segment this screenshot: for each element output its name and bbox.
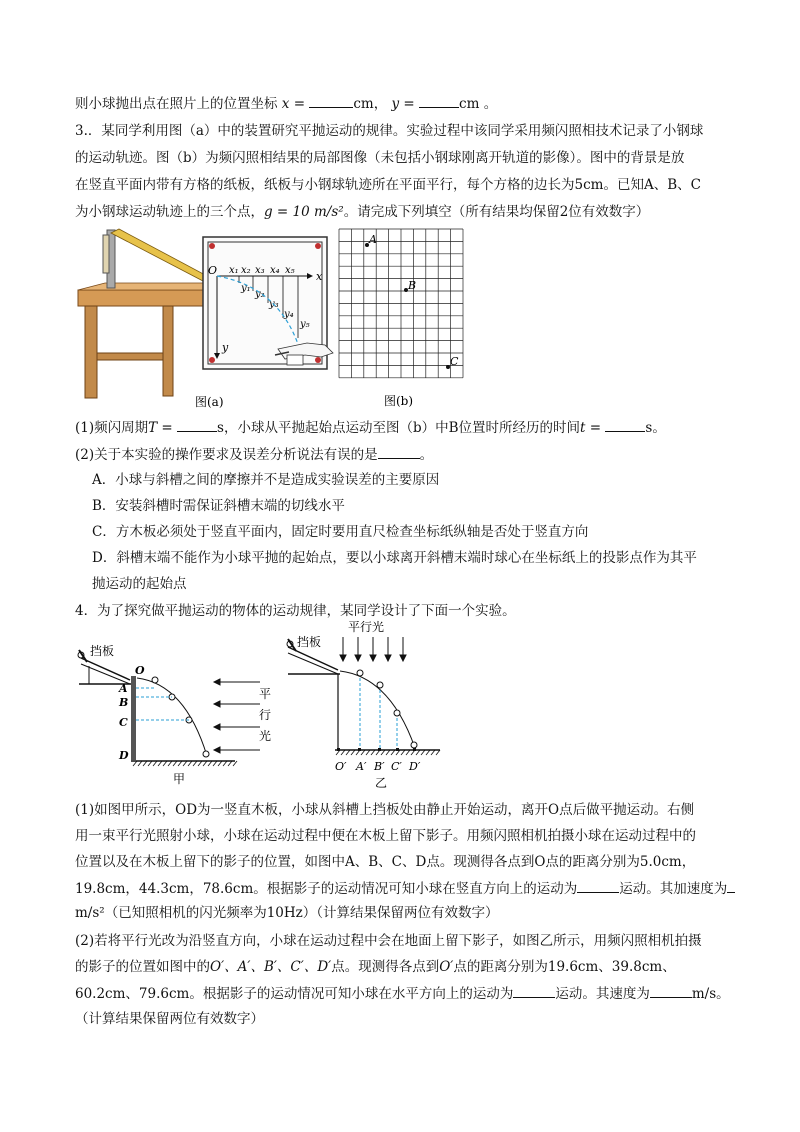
light-arrows [340, 637, 406, 661]
caption-yi: 乙 [375, 776, 388, 790]
text: m/s。 [691, 986, 730, 1002]
label-O: O [207, 264, 217, 277]
trajectory [137, 678, 207, 756]
label-baffle: 挡板 [90, 644, 115, 658]
point-O-prime: O′ [439, 959, 454, 975]
pin [209, 357, 215, 363]
label-C: C [119, 716, 128, 729]
text: (1)频闪周期 [75, 420, 149, 436]
q3-line2: 的运动轨迹。图（b）为频闪照相结果的局部图像（未包括小钢球刚离开轨道的影像）。图中的背景是放 [75, 150, 685, 166]
ball [152, 677, 158, 683]
label-x: x [316, 270, 323, 283]
label-parallel-light: 平行光 [348, 620, 385, 634]
label-y2: y₂ [255, 289, 265, 300]
table-leg-left [85, 306, 97, 398]
caption-jia: 甲 [173, 772, 186, 786]
option-D-line2: 抛运动的起始点 [92, 576, 187, 592]
text: 的影子的位置如图中的 [75, 959, 210, 975]
label-A: A [119, 682, 128, 695]
unit: cm 。 [459, 96, 498, 112]
gravity-value: g = 10 m/s² [264, 204, 344, 220]
ramp [111, 229, 209, 281]
label-light-1: 平 [259, 687, 272, 701]
q3-sub2 [75, 444, 735, 465]
figure-a [75, 225, 337, 411]
q3-line3: 在竖直平面内带有方格的纸板，纸板与小钢球轨迹所在平面平行，每个方格的边长为5cm。已知A、B、C [75, 177, 701, 193]
ball [377, 682, 383, 688]
label-B: B [408, 279, 417, 292]
eq: = [399, 96, 420, 112]
q4-line1: 4．为了探究做平抛运动的物体的运动规律，某同学设计了下面一个实验。 [75, 603, 516, 619]
pin [315, 243, 321, 249]
answer-line-coordinates [75, 93, 735, 114]
label-A: A [369, 233, 377, 246]
ball [411, 742, 417, 748]
label-B-prime: B′ [374, 760, 385, 773]
table-rail [97, 353, 163, 360]
label-x4: x₄ [270, 265, 280, 276]
blank-choice[interactable] [378, 444, 420, 459]
text: 。 [419, 447, 434, 463]
pencil-box [287, 355, 303, 365]
label-y5: y₅ [300, 319, 310, 330]
blank-motion-vertical[interactable] [577, 878, 619, 893]
q4-p1-line4 [75, 878, 735, 899]
caption-b: 图(b) [384, 394, 414, 408]
figure-jia [75, 622, 285, 787]
text: 19.8cm，44.3cm，78.6cm。根据影子的运动情况可知小球在竖直方向上的运动为 [75, 881, 578, 897]
label-x1: x₁ [229, 265, 239, 276]
text: 运动。其加速度为 [619, 881, 728, 897]
ramp-top [81, 658, 130, 680]
text: 60.2cm、79.6cm。根据影子的运动情况可知小球在水平方向上的运动为 [75, 986, 514, 1002]
blank-x[interactable] [309, 93, 353, 108]
ball [394, 710, 400, 716]
text: 为小钢球运动轨迹上的三个点， [75, 204, 264, 220]
q3-sub1: (1)频闪周期T = s，小球从平抛起始点运动至图（b）中B位置时所经历的时间t = s。 [75, 417, 735, 438]
ball [357, 670, 363, 676]
label-light-2: 行 [259, 708, 272, 722]
eq: = [289, 96, 310, 112]
label-y1: y₁ [241, 283, 251, 294]
text: 。请完成下列填空（所有结果均保留2位有效数字） [343, 204, 650, 220]
label-D: D [119, 749, 129, 762]
label-y4: y₄ [284, 309, 294, 320]
text: 运动。其速度为 [555, 986, 650, 1002]
figure-yi [280, 615, 450, 795]
var-T: T [148, 420, 158, 436]
blank-t[interactable] [605, 417, 645, 432]
points: O′、A′、B′、C′、D′ [210, 959, 332, 975]
vertical-board [131, 676, 136, 760]
label-A-prime: A′ [356, 760, 367, 773]
text: 点的距离分别为19.6cm、39.8cm、 [453, 959, 676, 975]
blank-acceleration[interactable] [727, 878, 735, 893]
q3-line1: 3.．某同学利用图（a）中的装置研究平抛运动的规律。实验过程中该同学采用频闪照相技术记录了小钢球 [75, 123, 704, 139]
table-leg-mid [163, 306, 173, 396]
caption-a: 图(a) [195, 395, 224, 409]
label-O-prime: O′ [335, 760, 347, 773]
label-B: B [119, 696, 129, 709]
var-y: y [391, 96, 400, 112]
q4-p1-line5 [75, 903, 735, 923]
blank-y[interactable] [419, 93, 459, 108]
text: 则小球抛出点在照片上的位置坐标 [75, 96, 278, 112]
label-C-prime: C′ [391, 760, 402, 773]
q4-p1-line3: 位置以及在木板上留下的影子的位置，如图中A、B、C、D点。现测得各点到O点的距离分别为5.0cm， [75, 854, 696, 870]
text: （已知照相机的闪光频率为10Hz）（计算结果保留两位有效数字） [104, 905, 499, 921]
label-y3: y₃ [269, 299, 279, 310]
grid [339, 229, 463, 378]
q4-p1-line1: (1)如图甲所示，OD为一竖直木板，小球从斜槽上挡板处由静止开始运动，离开O点后做平抛运动。右侧 [75, 802, 695, 818]
option-C: C．方木板必须处于竖直平面内，固定时要用直尺检查坐标纸纵轴是否处于竖直方向 [92, 524, 589, 540]
label-baffle: 挡板 [297, 635, 322, 649]
blank-motion-horizontal[interactable] [513, 983, 555, 998]
ramp-bottom [81, 664, 130, 684]
q4-p2-line2 [75, 957, 735, 977]
pin [209, 243, 215, 249]
unit: m/s² [75, 905, 105, 921]
q4-p2-line4: （计算结果保留两位有效数字） [75, 1011, 264, 1027]
q4-p2-line1: (2)若将平行光改为沿竖直方向，小球在运动过程中会在地面上留下影子，如图乙所示，用频闪照相机拍摄 [75, 933, 702, 949]
text: 点。现测得各点到 [331, 959, 440, 975]
label-D-prime: D′ [409, 760, 421, 773]
q4-p2-line3 [75, 983, 735, 1004]
text: s，小球从平抛起始点运动至图（b）中B位置时所经历的时间 [217, 420, 581, 436]
label-light-3: 光 [259, 729, 272, 743]
trajectory [340, 671, 415, 748]
ramp-bottom [288, 653, 338, 674]
var-x: x [281, 96, 290, 112]
label-y: y [222, 341, 229, 354]
option-D-line1: D．斜槽末端不能作为小球平抛的起始点，要以小球离开斜槽末端时球心在坐标纸上的投影点作为其平 [92, 550, 697, 566]
light-arrows [214, 679, 260, 753]
label-C: C [450, 355, 459, 368]
q3-line4 [75, 202, 735, 222]
blank-T[interactable] [177, 417, 217, 432]
blank-velocity[interactable] [650, 983, 692, 998]
label-O: O [135, 664, 145, 677]
option-B: B．安装斜槽时需保证斜槽末端的切线水平 [92, 498, 345, 514]
text: (2)关于本实验的操作要求及误差分析说法有误的是 [75, 447, 378, 463]
label-x5: x₅ [285, 265, 295, 276]
ball [203, 751, 209, 757]
label-x3: x₃ [255, 265, 265, 276]
text: s。 [645, 420, 666, 436]
figure-b [337, 227, 467, 411]
var-t: t [580, 420, 586, 436]
stand-clamp [103, 235, 109, 273]
q4-p1-line2: 用一束平行光照射小球，小球在运动过程中便在木板上留下影子。用频闪照相机拍摄小球在运动过程中的 [75, 828, 696, 844]
ramp-top [288, 647, 338, 670]
pin [315, 357, 321, 363]
label-x2: x₂ [241, 265, 251, 276]
option-A: A．小球与斜槽之间的摩擦并不是造成实验误差的主要原因 [92, 472, 440, 488]
unit: cm， [353, 96, 388, 112]
